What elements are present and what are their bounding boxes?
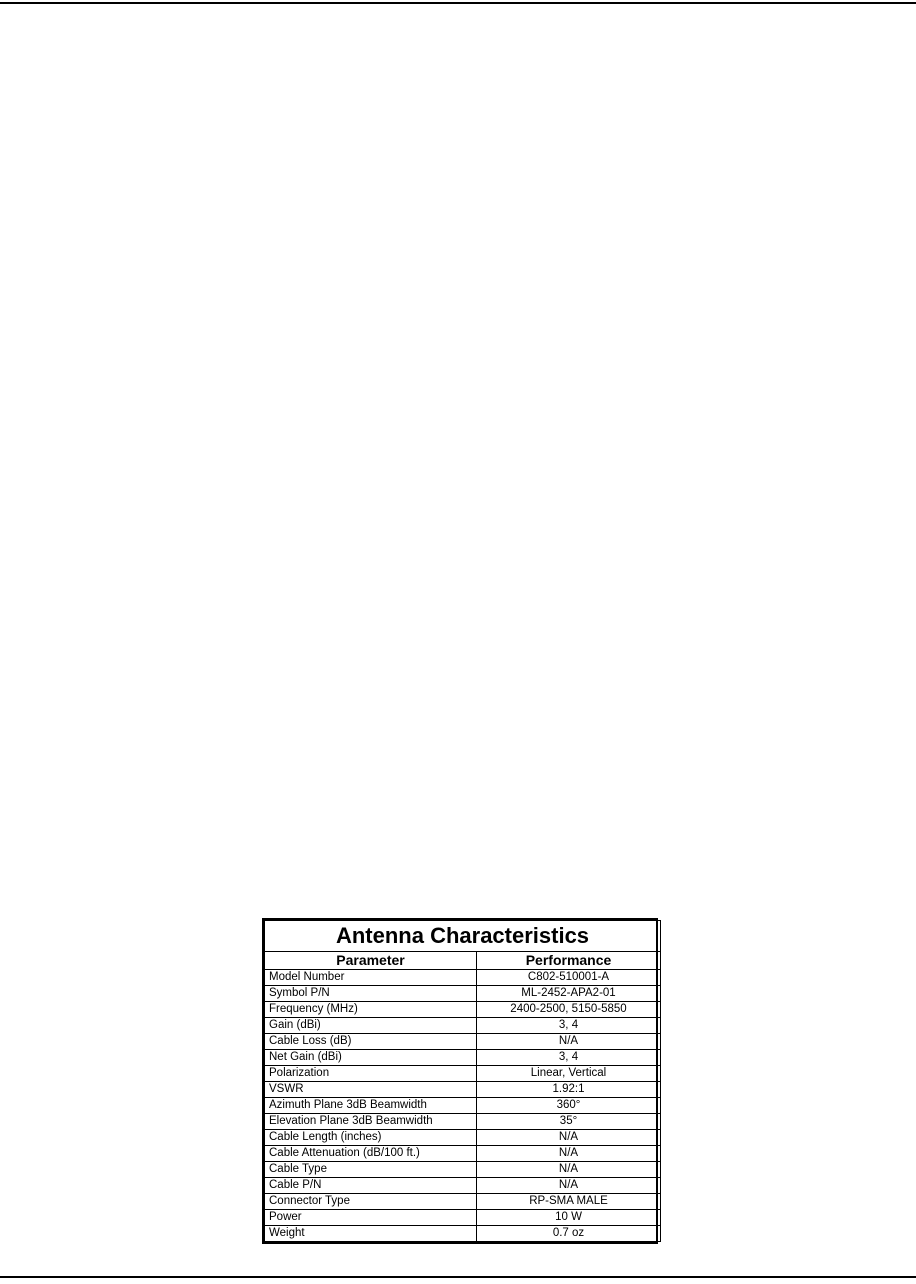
top-rule [0,2,916,4]
performance-cell: ML-2452-APA2-01 [477,986,661,1002]
performance-cell: 360° [477,1098,661,1114]
table-row [265,1178,661,1194]
table-row [265,1002,661,1018]
table-row [265,1162,661,1178]
table-row [265,1194,661,1210]
table-row [265,1146,661,1162]
antenna-characteristics-table [262,918,658,1244]
table-header-row [265,952,661,970]
parameter-cell: Cable Length (inches) [265,1130,477,1146]
table-row [265,1066,661,1082]
performance-cell: 3, 4 [477,1018,661,1034]
table-title-row [265,921,661,952]
performance-cell: C802-510001-A [477,970,661,986]
performance-cell: N/A [477,1130,661,1146]
table-row [265,1114,661,1130]
bottom-rule [0,1276,916,1278]
performance-cell: N/A [477,1146,661,1162]
table-title: Antenna Characteristics [265,921,661,952]
column-header-performance: Performance [477,952,661,970]
performance-cell: 1.92:1 [477,1082,661,1098]
table-row [265,1018,661,1034]
parameter-cell: Cable Type [265,1162,477,1178]
performance-cell: 2400-2500, 5150-5850 [477,1002,661,1018]
table-row [265,1226,661,1242]
table-row [265,1130,661,1146]
parameter-cell: Cable Attenuation (dB/100 ft.) [265,1146,477,1162]
parameter-cell: Azimuth Plane 3dB Beamwidth [265,1098,477,1114]
table-row [265,1034,661,1050]
table-row [265,1050,661,1066]
parameter-cell: Net Gain (dBi) [265,1050,477,1066]
parameter-cell: Gain (dBi) [265,1018,477,1034]
parameter-cell: Symbol P/N [265,986,477,1002]
table-row [265,970,661,986]
table-row [265,1082,661,1098]
column-header-parameter: Parameter [265,952,477,970]
parameter-cell: Model Number [265,970,477,986]
parameter-cell: Weight [265,1226,477,1242]
table-row [265,1210,661,1226]
parameter-cell: Connector Type [265,1194,477,1210]
performance-cell: 35° [477,1114,661,1130]
performance-cell: Linear, Vertical [477,1066,661,1082]
table-row [265,1098,661,1114]
performance-cell: N/A [477,1178,661,1194]
parameter-cell: Elevation Plane 3dB Beamwidth [265,1114,477,1130]
performance-cell: 10 W [477,1210,661,1226]
parameter-cell: VSWR [265,1082,477,1098]
performance-cell: N/A [477,1162,661,1178]
performance-cell: 3, 4 [477,1050,661,1066]
parameter-cell: Power [265,1210,477,1226]
parameter-cell: Polarization [265,1066,477,1082]
parameter-cell: Cable P/N [265,1178,477,1194]
performance-cell: N/A [477,1034,661,1050]
performance-cell: 0.7 oz [477,1226,661,1242]
parameter-cell: Cable Loss (dB) [265,1034,477,1050]
table-row [265,986,661,1002]
parameter-cell: Frequency (MHz) [265,1002,477,1018]
performance-cell: RP-SMA MALE [477,1194,661,1210]
